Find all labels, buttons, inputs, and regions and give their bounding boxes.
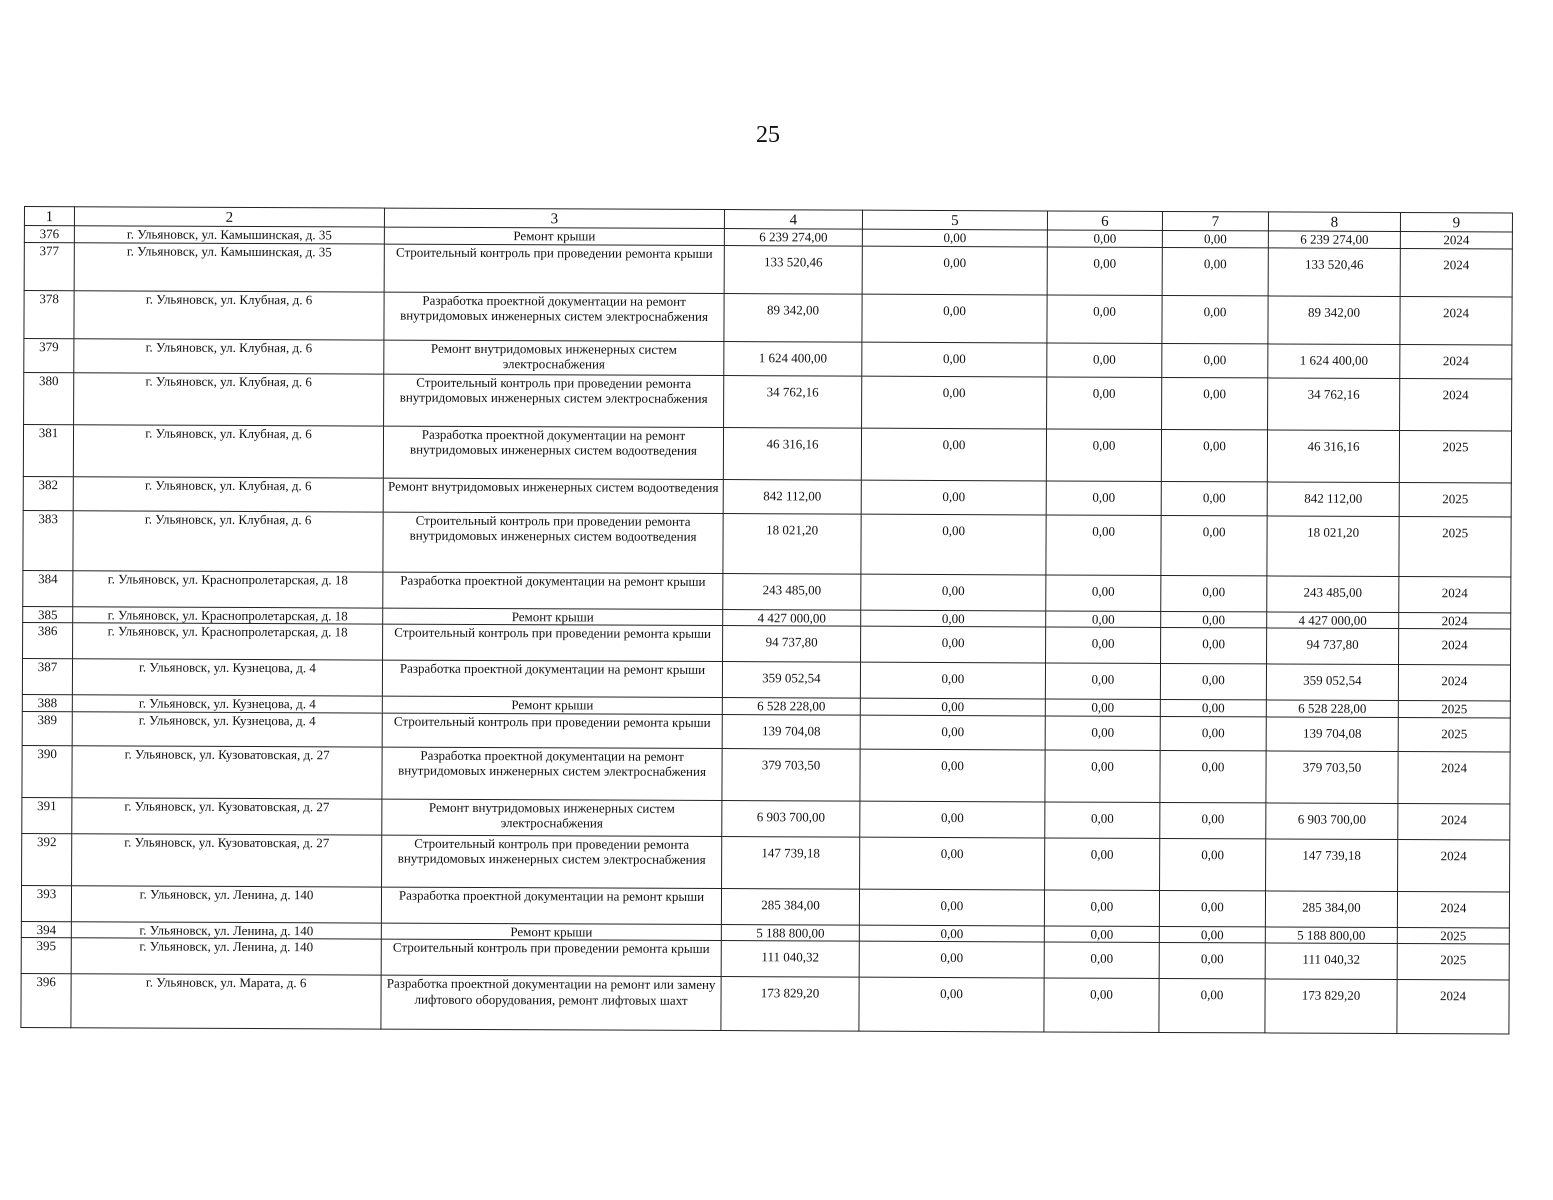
budget-cell: 0,00 <box>1046 574 1161 611</box>
row-number: 394 <box>21 921 71 938</box>
other-funds-cell: 0,00 <box>1159 890 1265 926</box>
address-cell: г. Ульяновск, ул. Камышинская, д. 35 <box>74 226 384 244</box>
other-funds-cell: 0,00 <box>1161 515 1267 575</box>
header-cell: 8 <box>1268 212 1400 232</box>
year-cell: 2024 <box>1399 612 1511 629</box>
other-funds-cell: 0,00 <box>1162 230 1268 247</box>
address-cell: г. Ульяновск, ул. Камышинская, д. 35 <box>74 242 384 291</box>
budget-cell: 0,00 <box>1046 428 1161 481</box>
budget-cell: 0,00 <box>1045 801 1160 838</box>
row-number: 387 <box>22 658 72 694</box>
work-type-cell: Строительный контроль при проведении ремонта крыши <box>383 624 723 661</box>
other-funds-cell: 0,00 <box>1161 429 1267 481</box>
other-funds-cell: 0,00 <box>1161 575 1267 611</box>
fund-cell: 0,00 <box>860 662 1045 699</box>
total-cell: 6 239 274,00 <box>1268 231 1400 248</box>
address-cell: г. Ульяновск, ул. Кузоватовская, д. 27 <box>72 797 382 834</box>
other-funds-cell: 0,00 <box>1162 377 1268 429</box>
fund-cell: 0,00 <box>862 376 1047 429</box>
amount-cell: 18 021,20 <box>723 513 861 574</box>
header-cell: 7 <box>1162 211 1268 230</box>
address-cell: г. Ульяновск, ул. Клубная, д. 6 <box>73 510 383 571</box>
total-cell: 147 739,18 <box>1266 838 1398 891</box>
header-cell: 9 <box>1400 213 1512 232</box>
row-number: 388 <box>22 694 72 711</box>
other-funds-cell: 0,00 <box>1160 802 1266 838</box>
address-cell: г. Ульяновск, ул. Кузнецова, д. 4 <box>72 711 382 746</box>
other-funds-cell: 0,00 <box>1160 716 1266 750</box>
total-cell: 139 704,08 <box>1266 716 1398 751</box>
year-cell: 2024 <box>1397 979 1509 1033</box>
year-cell: 2024 <box>1398 665 1510 701</box>
total-cell: 842 112,00 <box>1267 481 1399 516</box>
budget-cell: 0,00 <box>1047 246 1162 295</box>
row-number: 383 <box>23 510 73 570</box>
address-cell: г. Ульяновск, ул. Клубная, д. 6 <box>73 476 383 511</box>
address-cell: г. Ульяновск, ул. Ленина, д. 140 <box>71 885 381 922</box>
amount-cell: 94 737,80 <box>723 626 861 663</box>
year-cell: 2025 <box>1397 943 1509 979</box>
header-cell: 4 <box>724 210 862 230</box>
address-cell: г. Ульяновск, ул. Марата, д. 6 <box>71 974 381 1029</box>
year-cell: 2025 <box>1399 482 1511 516</box>
address-cell: г. Ульяновск, ул. Краснопролетарская, д. 18 <box>73 570 383 607</box>
fund-cell: 0,00 <box>861 626 1046 663</box>
row-number: 384 <box>23 570 73 606</box>
other-funds-cell: 0,00 <box>1161 627 1267 663</box>
work-type-cell: Ремонт внутридомовых инженерных систем электроснабжения <box>384 340 724 375</box>
year-cell: 2024 <box>1399 576 1511 612</box>
total-cell: 133 520,46 <box>1268 247 1400 296</box>
total-cell: 359 052,54 <box>1266 664 1398 701</box>
work-type-cell: Разработка проектной документации на ремонт крыши <box>382 660 722 697</box>
year-cell: 2025 <box>1397 927 1509 944</box>
address-cell: г. Ульяновск, ул. Ленина, д. 140 <box>71 938 381 975</box>
total-cell: 173 829,20 <box>1265 979 1397 1034</box>
address-cell: г. Ульяновск, ул. Клубная, д. 6 <box>73 424 383 477</box>
fund-cell: 0,00 <box>861 514 1046 575</box>
address-cell: г. Ульяновск, ул. Клубная, д. 6 <box>74 372 384 425</box>
amount-cell: 139 704,08 <box>722 714 860 749</box>
row-number: 392 <box>22 833 72 885</box>
work-type-cell: Ремонт крыши <box>384 227 724 245</box>
year-cell: 2024 <box>1400 232 1512 249</box>
table-body <box>21 226 1512 1034</box>
budget-cell: 0,00 <box>1046 480 1161 515</box>
other-funds-cell: 0,00 <box>1161 611 1267 628</box>
table-row <box>23 510 1511 576</box>
work-type-cell: Строительный контроль при проведении ремонта внутридомовых инженерных систем электроснабжения <box>384 374 724 427</box>
row-number: 382 <box>23 476 73 510</box>
work-type-cell: Разработка проектной документации на ремонт или замену лифтового оборудования, ремонт лифтовых шахт <box>381 975 721 1030</box>
row-number: 380 <box>24 372 74 424</box>
amount-cell: 6 528 228,00 <box>722 698 860 715</box>
work-type-cell: Строительный контроль при проведении ремонта крыши <box>381 939 721 976</box>
year-cell: 2024 <box>1398 839 1510 891</box>
header-cell: 3 <box>384 208 724 228</box>
work-type-cell: Строительный контроль при проведении ремонта внутридомовых инженерных систем электроснабжения <box>382 835 722 888</box>
amount-cell: 285 384,00 <box>721 888 859 925</box>
repair-schedule-table <box>20 206 1513 1034</box>
amount-cell: 5 188 800,00 <box>721 924 859 941</box>
amount-cell: 359 052,54 <box>722 662 860 699</box>
work-type-cell: Ремонт крыши <box>381 923 721 941</box>
budget-cell: 0,00 <box>1044 978 1159 1033</box>
other-funds-cell: 0,00 <box>1160 663 1266 699</box>
address-cell: г. Ульяновск, ул. Клубная, д. 6 <box>74 338 384 373</box>
work-type-cell: Разработка проектной документации на ремонт крыши <box>381 887 721 924</box>
fund-cell: 0,00 <box>861 480 1046 515</box>
other-funds-cell: 0,00 <box>1162 247 1268 295</box>
total-cell: 6 528 228,00 <box>1266 700 1398 717</box>
year-cell: 2025 <box>1398 701 1510 718</box>
row-number: 386 <box>23 622 73 658</box>
budget-cell: 0,00 <box>1046 627 1161 664</box>
page-number: 25 <box>756 122 780 148</box>
budget-cell: 0,00 <box>1045 715 1160 750</box>
total-cell: 34 762,16 <box>1268 377 1400 430</box>
work-type-cell: Ремонт крыши <box>383 608 723 626</box>
fund-cell: 0,00 <box>859 941 1044 978</box>
table-row <box>24 290 1512 344</box>
year-cell: 2024 <box>1399 629 1511 665</box>
row-number: 376 <box>24 226 74 243</box>
amount-cell: 34 762,16 <box>724 375 862 428</box>
row-number: 378 <box>24 290 74 338</box>
year-cell: 2024 <box>1400 296 1512 344</box>
table-row <box>22 745 1510 803</box>
other-funds-cell: 0,00 <box>1159 942 1265 978</box>
fund-cell: 0,00 <box>862 229 1047 246</box>
address-cell: г. Ульяновск, ул. Краснопролетарская, д. 18 <box>73 623 383 660</box>
fund-cell: 0,00 <box>859 889 1044 926</box>
total-cell: 94 737,80 <box>1267 628 1399 665</box>
fund-cell: 0,00 <box>860 698 1045 715</box>
fund-cell: 0,00 <box>862 246 1047 295</box>
header-cell: 2 <box>74 207 384 227</box>
work-type-cell: Ремонт крыши <box>382 696 722 714</box>
other-funds-cell: 0,00 <box>1160 838 1266 890</box>
total-cell: 243 485,00 <box>1267 575 1399 612</box>
work-type-cell: Ремонт внутридомовых инженерных систем электроснабжения <box>382 799 722 836</box>
amount-cell: 1 624 400,00 <box>724 341 862 376</box>
fund-cell: 0,00 <box>860 749 1045 802</box>
header-cell: 1 <box>24 207 74 226</box>
other-funds-cell: 0,00 <box>1159 926 1265 943</box>
row-number: 396 <box>21 973 71 1027</box>
budget-cell: 0,00 <box>1044 889 1159 926</box>
other-funds-cell: 0,00 <box>1162 343 1268 377</box>
year-cell: 2025 <box>1398 717 1510 751</box>
address-cell: г. Ульяновск, ул. Кузнецова, д. 4 <box>72 695 382 713</box>
table-row <box>24 242 1512 296</box>
amount-cell: 46 316,16 <box>723 427 861 480</box>
year-cell: 2024 <box>1397 891 1509 927</box>
year-cell: 2024 <box>1400 378 1512 430</box>
budget-cell: 0,00 <box>1045 663 1160 700</box>
amount-cell: 379 703,50 <box>722 748 860 801</box>
total-cell: 1 624 400,00 <box>1268 343 1400 378</box>
header-cell: 5 <box>862 210 1047 230</box>
year-cell: 2024 <box>1398 751 1510 803</box>
total-cell: 379 703,50 <box>1266 750 1398 803</box>
table-row <box>23 424 1511 482</box>
header-cell: 6 <box>1047 211 1162 231</box>
amount-cell: 173 829,20 <box>721 977 859 1032</box>
other-funds-cell: 0,00 <box>1160 750 1266 802</box>
budget-cell: 0,00 <box>1045 749 1160 802</box>
amount-cell: 147 739,18 <box>722 836 860 889</box>
work-type-cell: Строительный контроль при проведении ремонта внутридомовых инженерных систем водоотведения <box>383 512 723 573</box>
budget-cell: 0,00 <box>1044 942 1159 979</box>
fund-cell: 0,00 <box>859 925 1044 942</box>
table-row <box>22 833 1510 891</box>
budget-cell: 0,00 <box>1046 514 1161 575</box>
row-number: 377 <box>24 242 74 290</box>
address-cell: г. Ульяновск, ул. Кузоватовская, д. 27 <box>72 745 382 798</box>
budget-cell: 0,00 <box>1047 342 1162 377</box>
row-number: 391 <box>22 797 72 833</box>
work-type-cell: Разработка проектной документации на ремонт крыши <box>383 572 723 609</box>
address-cell: г. Ульяновск, ул. Кузоватовская, д. 27 <box>72 833 382 886</box>
other-funds-cell: 0,00 <box>1161 481 1267 515</box>
amount-cell: 133 520,46 <box>724 245 862 294</box>
work-type-cell: Строительный контроль при проведении ремонта крыши <box>384 244 724 293</box>
address-cell: г. Ульяновск, ул. Ленина, д. 140 <box>71 921 381 939</box>
other-funds-cell: 0,00 <box>1160 699 1266 716</box>
other-funds-cell: 0,00 <box>1159 978 1265 1032</box>
fund-cell: 0,00 <box>860 801 1045 838</box>
total-cell: 6 903 700,00 <box>1266 802 1398 839</box>
row-number: 381 <box>23 424 73 476</box>
amount-cell: 842 112,00 <box>723 479 861 514</box>
document-sheet <box>20 206 1512 1034</box>
budget-cell: 0,00 <box>1044 925 1159 942</box>
table-row <box>21 973 1509 1033</box>
address-cell: г. Ульяновск, ул. Краснопролетарская, д. 18 <box>73 606 383 624</box>
year-cell: 2025 <box>1399 430 1511 482</box>
total-cell: 46 316,16 <box>1267 429 1399 482</box>
fund-cell: 0,00 <box>861 574 1046 611</box>
work-type-cell: Разработка проектной документации на ремонт внутридомовых инженерных систем водоотведения <box>383 426 723 479</box>
amount-cell: 6 903 700,00 <box>722 800 860 837</box>
total-cell: 111 040,32 <box>1265 943 1397 980</box>
total-cell: 18 021,20 <box>1267 515 1399 576</box>
fund-cell: 0,00 <box>860 837 1045 890</box>
fund-cell: 0,00 <box>861 610 1046 627</box>
year-cell: 2024 <box>1400 248 1512 296</box>
row-number: 390 <box>22 745 72 797</box>
amount-cell: 6 239 274,00 <box>724 229 862 246</box>
address-cell: г. Ульяновск, ул. Кузнецова, д. 4 <box>72 659 382 696</box>
year-cell: 2024 <box>1400 344 1512 378</box>
fund-cell: 0,00 <box>860 715 1045 750</box>
amount-cell: 243 485,00 <box>723 573 861 610</box>
total-cell: 5 188 800,00 <box>1265 926 1397 943</box>
budget-cell: 0,00 <box>1045 699 1160 716</box>
fund-cell: 0,00 <box>861 428 1046 481</box>
amount-cell: 4 427 000,00 <box>723 609 861 626</box>
amount-cell: 89 342,00 <box>724 293 862 342</box>
address-cell: г. Ульяновск, ул. Клубная, д. 6 <box>74 290 384 339</box>
row-number: 379 <box>24 338 74 372</box>
budget-cell: 0,00 <box>1047 294 1162 343</box>
row-number: 393 <box>21 885 71 921</box>
budget-cell: 0,00 <box>1047 230 1162 247</box>
fund-cell: 0,00 <box>862 294 1047 343</box>
total-cell: 285 384,00 <box>1265 890 1397 927</box>
work-type-cell: Разработка проектной документации на ремонт внутридомовых инженерных систем электроснабжения <box>382 747 722 800</box>
budget-cell: 0,00 <box>1046 610 1161 627</box>
year-cell: 2025 <box>1399 516 1511 576</box>
fund-cell: 0,00 <box>859 977 1044 1032</box>
amount-cell: 111 040,32 <box>721 941 859 978</box>
other-funds-cell: 0,00 <box>1162 295 1268 343</box>
total-cell: 4 427 000,00 <box>1267 611 1399 628</box>
work-type-cell: Разработка проектной документации на ремонт внутридомовых инженерных систем электроснабжения <box>384 292 724 341</box>
row-number: 389 <box>22 711 72 745</box>
row-number: 385 <box>23 606 73 623</box>
table-row <box>24 372 1512 430</box>
work-type-cell: Строительный контроль при проведении ремонта крыши <box>382 713 722 748</box>
row-number: 395 <box>21 937 71 973</box>
budget-cell: 0,00 <box>1045 837 1160 890</box>
work-type-cell: Ремонт внутридомовых инженерных систем водоотведения <box>383 478 723 513</box>
fund-cell: 0,00 <box>862 342 1047 377</box>
budget-cell: 0,00 <box>1047 376 1162 429</box>
year-cell: 2024 <box>1398 803 1510 839</box>
total-cell: 89 342,00 <box>1268 295 1400 344</box>
